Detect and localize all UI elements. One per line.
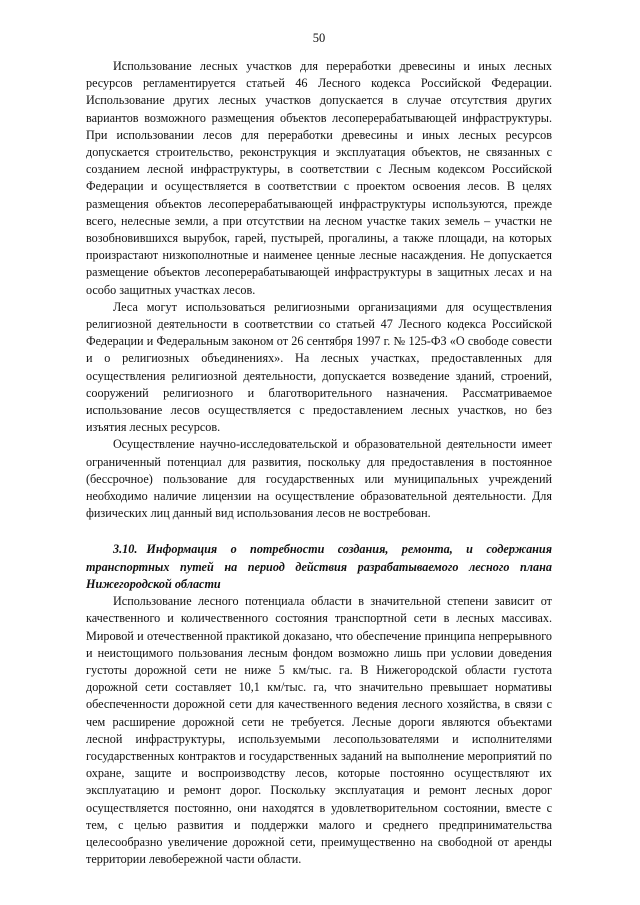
paragraph-transport-network: Использование лесного потенциала области в значительной степени зависит от качественного и количественного состояния транспортной сети в лесных массивах. Мировой и отечественной практикой доказано, что обеспечение принципа непрерывного и неистощимого пользования лесным фондом возможно лишь при условии доведения густоты дорожной сети не ниже 5 км/тыс. га. В Нижегородской области густота дорожной сети составляет 10,1 км/тыс. га, что значительно превышает нормативы обеспеченности дорожной сети для качественного ведения лесного хозяйства, в связи с чем расширение дорожной сети не требуется. Лесные дороги являются объектами лесной инфраструктуры, используемыми лесопользователями и исполнителями государственных контрактов и государственных заданий на выполнение мероприятий по охране, защите и воспроизводству лесов, которые постоянно осуществляют их эксплуатацию и ремонт дорог. Поскольку эксплуатация и ремонт лесных дорог осуществляется постоянно, они находятся в удовлетворительном состоянии, вместе с тем, с целью развития и поддержки малого и среднего предпринимательства целесообразно увеличение дорожной сети, преимущественно на свободной от аренды территории левобережной части области. <box>86 594 552 867</box>
paragraph-religious-use: Леса могут использоваться религиозными организациями для осуществления религиозной деятельности в соответствии со статьей 47 Лесного кодекса Российской Федерации и Федеральным законом от 26 сентября 1997 г. № 125-ФЗ «О свободе совести и о религиозных объединениях». На лесных участках, предоставленных для осуществления религиозной деятельности, допускается возведение зданий, строений, сооружений религиозного и благотворительного назначения. Рассматриваемое использование лесов осуществляется с предоставлением лесных участков, но без изъятия лесных ресурсов. <box>86 299 552 435</box>
page-number: 50 <box>312 31 326 45</box>
section-heading <box>86 541 552 593</box>
section-title: Информация о потребности создания, ремонта, и содержания транспортных путей на период действия разрабатываемого лесного плана Нижегородской области <box>86 542 552 591</box>
section-number: 3.10. <box>113 542 138 557</box>
section-spacer <box>86 522 552 541</box>
paragraph-processing-infrastructure: Использование лесных участков для переработки древесины и иных лесных ресурсов регламентируется статьей 46 Лесного кодекса Российской Федерации. Использование других лесных участков допускается в случае отсутствия других вариантов возможного размещения объектов лесоперерабатывающей инфраструктуры. При использовании лесов для переработки древесины и иных лесных ресурсов допускается строительство, реконструкция и эксплуатация объектов, не связанных с созданием лесной инфраструктуры, в соответствии с Лесным кодексом Российской Федерации и осуществляется в соответствии с проектом освоения лесов. В целях размещения объектов лесоперерабатывающей инфраструктуры используются, прежде всего, нелесные земли, а при отсутствии на лесном участке таких земель – участки не возобновившихся вырубок, гарей, пустырей, прогалины, а также площади, на которых произрастают низкополнотные и наименее ценные лесные насаждения. Не допускается размещение объектов лесоперерабатывающей инфраструктуры в защитных лесах и на особо защитных участках лесов. <box>86 59 552 297</box>
paragraph-research-education: Осуществление научно-исследовательской и образовательной деятельности имеет ограниченный потенциал для развития, поскольку для предоставления в постоянное (бессрочное) пользование для государственных или муниципальных учреждений необходимо наличие лицензии на осуществление образовательной деятельности. Для физических лиц данный вид использования лесов не востребован. <box>86 437 552 521</box>
document-page <box>86 30 552 868</box>
